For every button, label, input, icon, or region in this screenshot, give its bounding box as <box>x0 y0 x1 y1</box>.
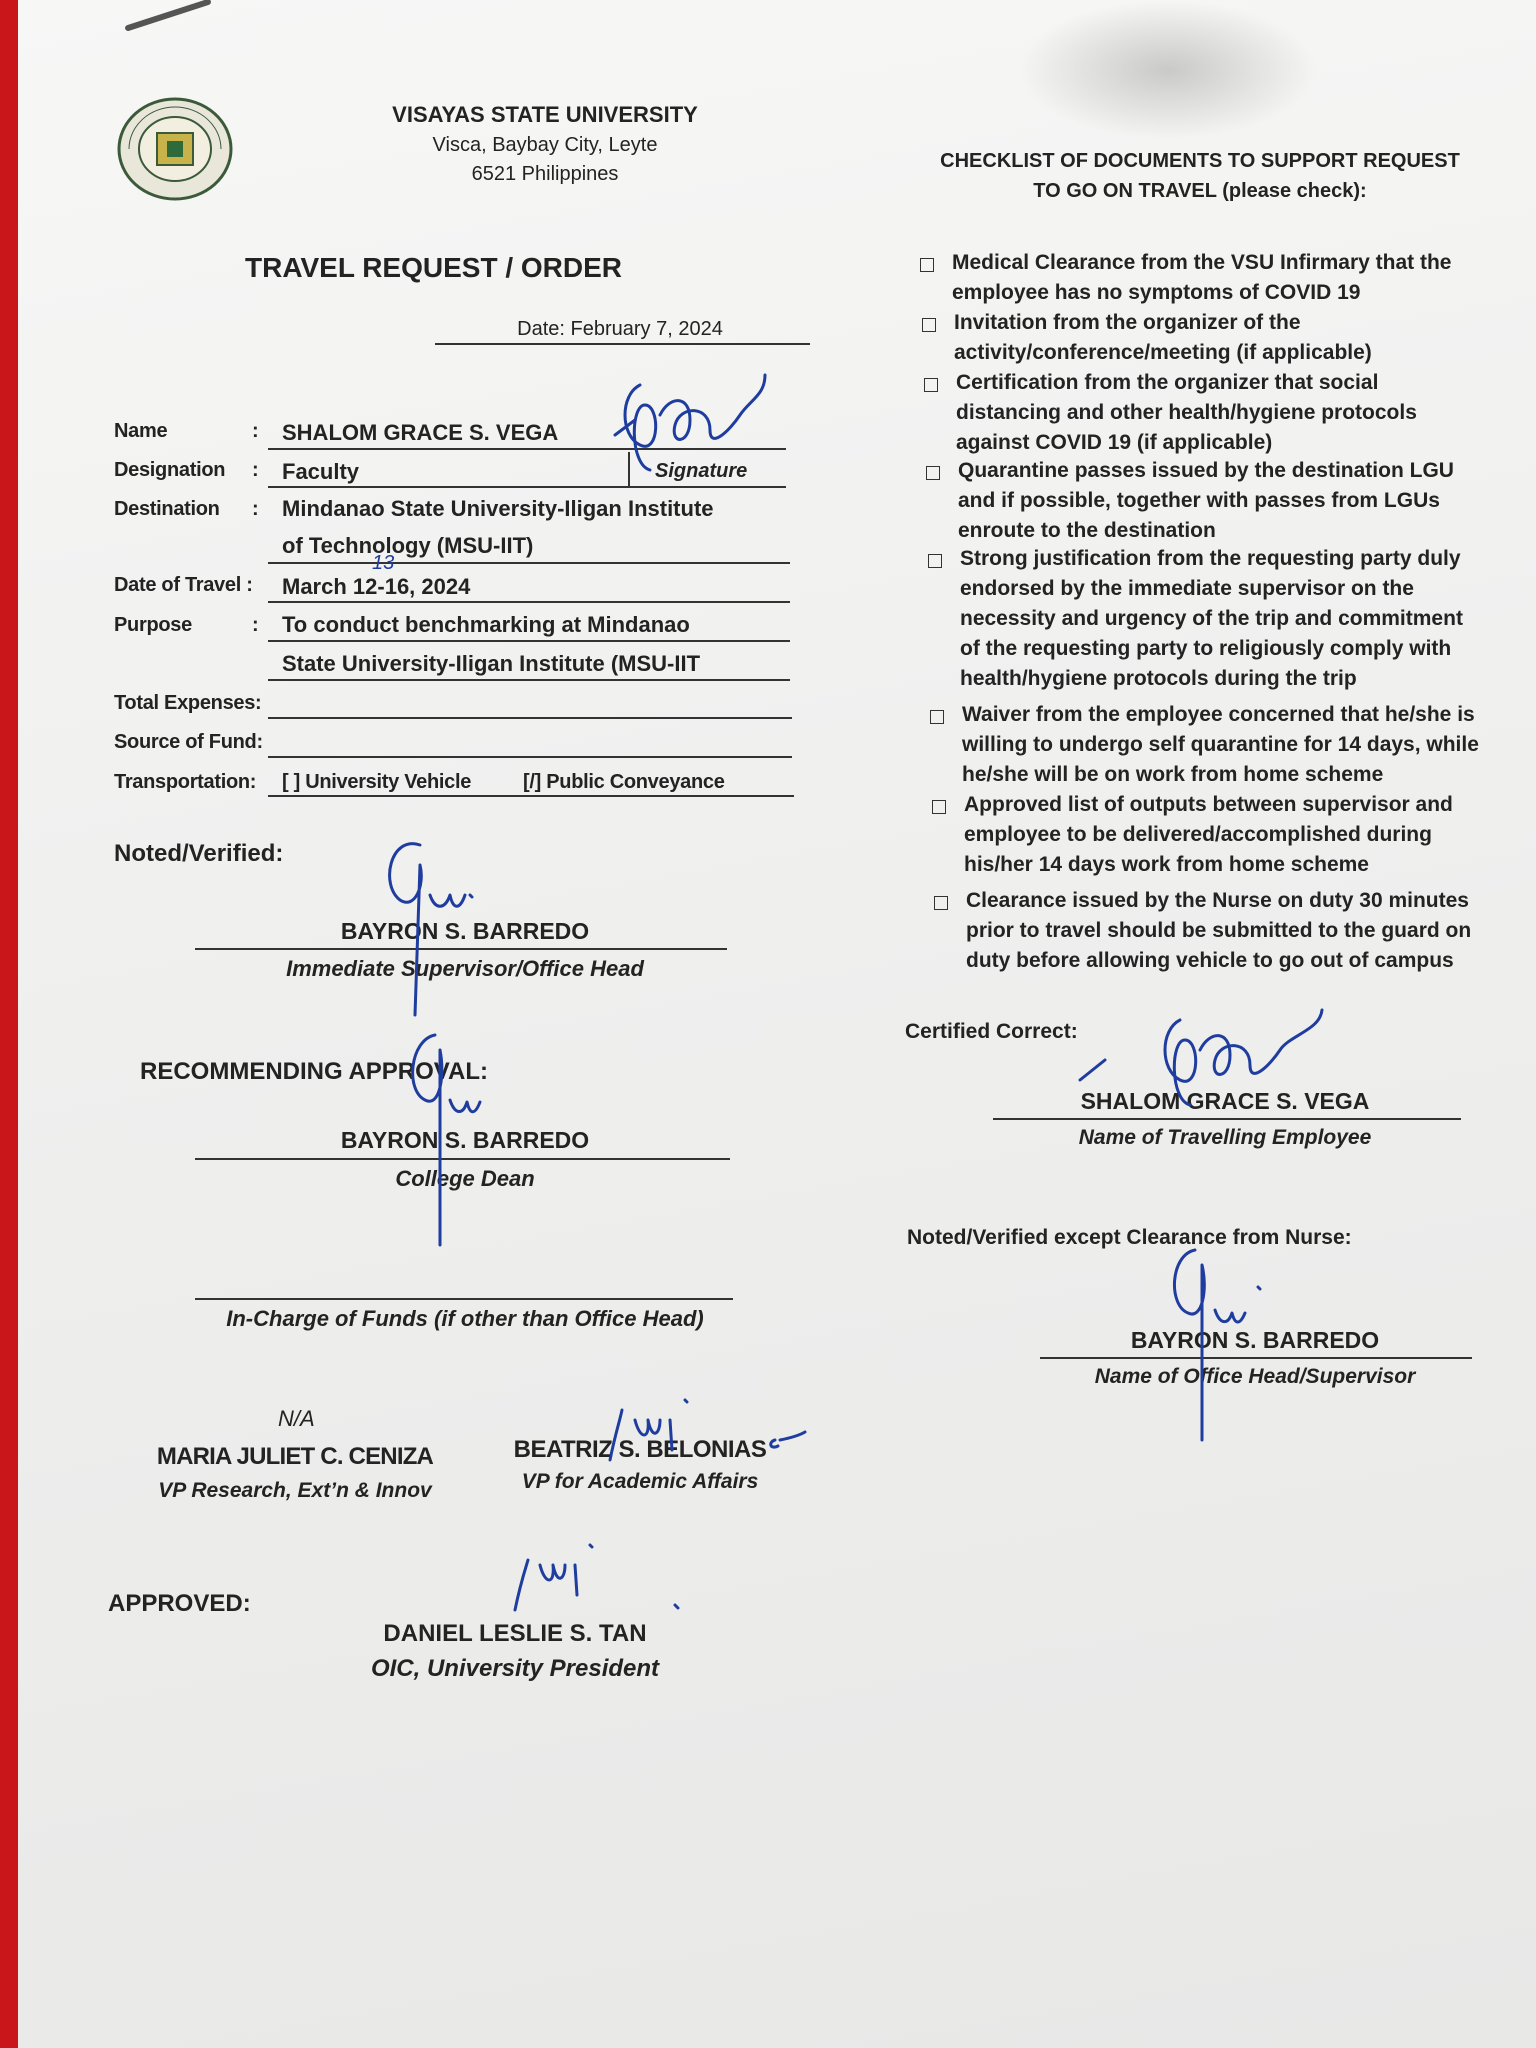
funds-title: In-Charge of Funds (if other than Office Head) <box>226 1306 704 1331</box>
signature-barredo-3 <box>1160 1235 1280 1445</box>
vp-research-na: N/A <box>278 1406 315 1431</box>
purpose-underline-1 <box>268 640 790 642</box>
checklist-item-text: Strong justification from the requesting party duly <box>960 547 1461 570</box>
checklist-checkbox[interactable] <box>926 466 940 480</box>
checklist-item-text: health/hygiene protocols during the trip <box>960 667 1357 690</box>
checklist-checkbox[interactable] <box>924 378 938 392</box>
certified-correct-label: Certified Correct: <box>905 1020 1078 1043</box>
signature-tan <box>500 1530 700 1620</box>
employee-name: SHALOM GRACE S. VEGA <box>1080 1088 1370 1114</box>
checklist-checkbox[interactable] <box>922 318 936 332</box>
signature-belonias <box>590 1380 820 1490</box>
checklist-item-text: endorsed by the immediate supervisor on the <box>960 577 1414 600</box>
checklist-item-text: willing to undergo self quarantine for 14 days, while <box>962 733 1479 756</box>
checklist-item-text: of the requesting party to religiously comply with <box>960 637 1452 660</box>
checklist-checkbox[interactable] <box>932 800 946 814</box>
page-shadow <box>1018 0 1318 140</box>
signature-vega-2 <box>1080 1010 1340 1140</box>
checklist-item-text: his/her 14 days work from home scheme <box>964 853 1369 876</box>
office-head-name: BAYRON S. BARREDO <box>1130 1327 1380 1353</box>
employee-title: Name of Travelling Employee <box>1078 1126 1372 1149</box>
checklist-item-text: and if possible, together with passes from LGUs <box>958 489 1440 512</box>
name-label: Name <box>114 420 168 442</box>
approved-label: APPROVED: <box>108 1590 251 1617</box>
source-of-fund-label: Source of Fund: <box>114 731 263 753</box>
checklist-checkbox[interactable] <box>934 896 948 910</box>
designation-value: Faculty <box>282 459 360 484</box>
checklist-title-line-2: TO GO ON TRAVEL (please check): <box>1033 180 1367 202</box>
colon: : <box>252 459 259 481</box>
university-name: VISAYAS STATE UNIVERSITY <box>392 102 698 127</box>
signature-barredo-2 <box>395 1020 515 1250</box>
purpose-underline-2 <box>268 679 790 681</box>
address-line-2: 6521 Philippines <box>471 163 619 185</box>
checklist-checkbox[interactable] <box>928 554 942 568</box>
checklist-title-line-1: CHECKLIST OF DOCUMENTS TO SUPPORT REQUEST <box>940 150 1460 172</box>
destination-line-1: Mindanao State University-Iligan Institute <box>282 496 714 521</box>
checklist-item-text: Approved list of outputs between supervisor and <box>964 793 1453 816</box>
checklist-item-text: employee has no symptoms of COVID 19 <box>952 281 1361 304</box>
vp-academic-title: VP for Academic Affairs <box>521 1470 759 1493</box>
date-label: Date: <box>517 318 565 340</box>
vp-research-title: VP Research, Ext’n & Innov <box>158 1479 432 1502</box>
funds-signature-line <box>195 1298 733 1300</box>
checklist-item-text: necessity and urgency of the trip and commitment <box>960 607 1463 630</box>
checklist-item-text: enroute to the destination <box>958 519 1216 542</box>
signature-vega-1 <box>600 375 800 495</box>
colon: : <box>252 420 259 442</box>
recommending-approval-label: RECOMMENDING APPROVAL: <box>140 1058 488 1085</box>
date-row <box>430 318 810 341</box>
handwritten-date-correction: 13 <box>372 552 395 574</box>
president-name: DANIEL LESLIE S. TAN <box>383 1620 647 1647</box>
source-of-fund-underline <box>268 756 792 758</box>
checklist-item-text: he/she will be on work from home scheme <box>962 763 1384 786</box>
name-value: SHALOM GRACE S. VEGA <box>282 420 559 445</box>
purpose-line-2: State University-Iligan Institute (MSU-IIT <box>282 651 701 676</box>
university-seal-icon <box>115 95 235 203</box>
date-underline <box>435 343 810 345</box>
total-expenses-label: Total Expenses: <box>114 692 262 714</box>
address-line-1: Visca, Baybay City, Leyte <box>432 134 658 156</box>
vp-research-name: MARIA JULIET C. CENIZA <box>156 1443 434 1470</box>
colon: : <box>252 614 259 636</box>
destination-underline <box>268 562 790 564</box>
checklist-item-text: against COVID 19 (if applicable) <box>956 431 1273 454</box>
signature-barredo-1 <box>370 825 510 1025</box>
date-of-travel-value: March 12-16, 2024 <box>282 574 471 599</box>
staple <box>124 0 211 32</box>
date-value: February 7, 2024 <box>570 318 723 340</box>
purpose-label: Purpose <box>114 614 192 636</box>
transportation-underline <box>268 795 794 797</box>
checklist-item-text: employee to be delivered/accomplished during <box>964 823 1432 846</box>
checklist-checkbox[interactable] <box>920 258 934 272</box>
destination-line-2: of Technology (MSU-IIT) <box>282 533 534 558</box>
vp-academic-name: BEATRIZ S. BELONIAS <box>513 1436 767 1463</box>
date-of-travel-underline <box>268 601 790 603</box>
checklist-item-text: Quarantine passes issued by the destination LGU <box>958 459 1454 482</box>
dean-title: College Dean <box>395 1166 535 1191</box>
destination-label: Destination <box>114 498 220 520</box>
transport-option-university-vehicle: [ ] University Vehicle <box>282 771 472 793</box>
transportation-label: Transportation: <box>114 771 257 793</box>
supervisor-title: Immediate Supervisor/Office Head <box>286 956 644 981</box>
noted-except-nurse-label: Noted/Verified except Clearance from Nurse: <box>907 1226 1352 1249</box>
purpose-line-1: To conduct benchmarking at Mindanao <box>282 612 690 637</box>
designation-label: Designation <box>114 459 226 481</box>
checklist-item-text: activity/conference/meeting (if applicable) <box>954 341 1372 364</box>
total-expenses-underline <box>268 717 792 719</box>
checklist-item-text: Medical Clearance from the VSU Infirmary that the <box>952 251 1452 274</box>
colon: : <box>252 498 259 520</box>
office-head-title: Name of Office Head/Supervisor <box>1094 1365 1416 1388</box>
checklist-item-text: prior to travel should be submitted to the guard on <box>966 919 1472 942</box>
dean-name: BAYRON S. BARREDO <box>340 1127 590 1153</box>
form-title: TRAVEL REQUEST / ORDER <box>245 252 623 283</box>
signature-label: Signature <box>655 460 748 482</box>
noted-verified-label: Noted/Verified: <box>114 840 284 867</box>
checklist-item-text: Certification from the organizer that social <box>956 371 1379 394</box>
checklist-item-text: Waiver from the employee concerned that he/she is <box>962 703 1475 726</box>
checklist-item-text: Invitation from the organizer of the <box>954 311 1301 334</box>
checklist-checkbox[interactable] <box>930 710 944 724</box>
president-title: OIC, University President <box>370 1655 660 1682</box>
checklist-item-text: duty before allowing vehicle to go out of campus <box>966 949 1454 972</box>
checklist-item-text: distancing and other health/hygiene protocols <box>956 401 1417 424</box>
transport-option-public-conveyance: [/] Public Conveyance <box>523 771 725 793</box>
checklist-item-text: Clearance issued by the Nurse on duty 30 minutes <box>966 889 1469 912</box>
date-of-travel-label: Date of Travel : <box>114 574 253 596</box>
supervisor-name: BAYRON S. BARREDO <box>340 918 590 944</box>
